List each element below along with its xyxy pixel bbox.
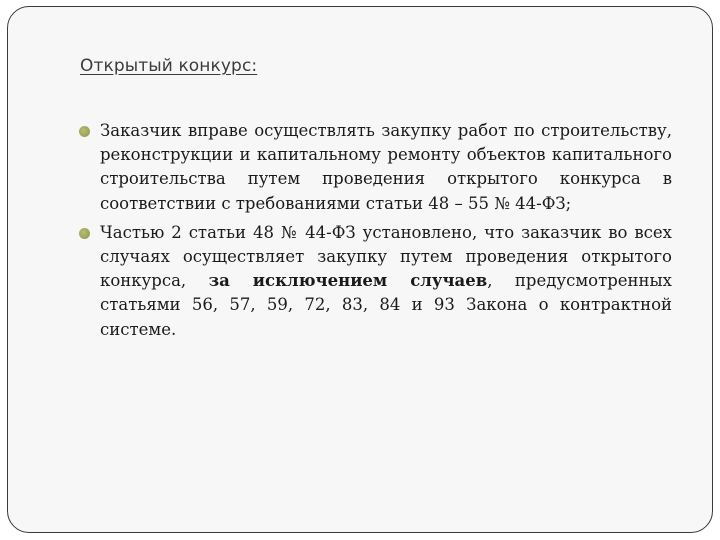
bullet-list: [100, 119, 672, 347]
bullet-dot-icon: [79, 228, 90, 239]
bullet-text-part2: , предусмотренных статьями 56, 57, 59, 72, 83, 84 и 93 Закона о контрактной системе.: [100, 271, 672, 339]
bullet-text-bold: за исключением случаев: [208, 271, 488, 291]
slide-heading: Открытый конкурс:: [80, 56, 258, 76]
bullet-dot-icon: [79, 126, 90, 137]
bullet-text: Заказчик вправе осуществлять закупку работ по строительству, реконструкции и капитальному ремонту объектов капитального строительства путем проведения открытого конкурса в соответствии с требованиями статьи 48 – 55 № 44-ФЗ;: [100, 121, 672, 213]
bullet-text-part1: Частью 2 статьи 48 № 44-ФЗ установлено, что заказчик во всех случаях осуществляет закупку путем проведения открытого конкурса,: [100, 222, 672, 291]
bullet-item-2: [100, 221, 672, 342]
bullet-item-1: [100, 119, 672, 216]
